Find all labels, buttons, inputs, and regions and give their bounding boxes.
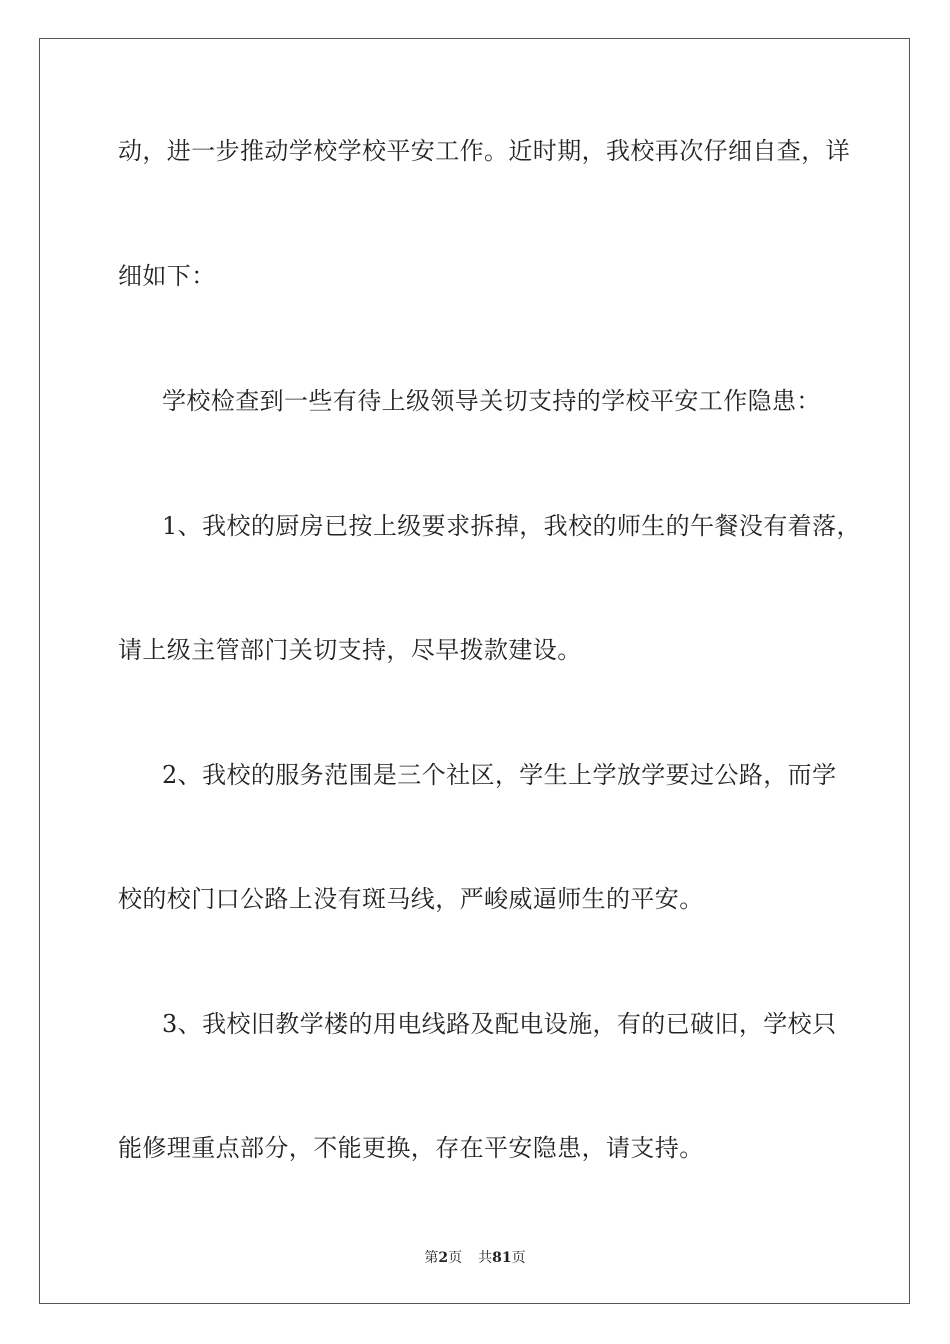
paragraph-line: 动，进一步推动学校学校平安工作。近时期，我校再次仔细自查，详: [118, 137, 850, 165]
page-number: 2: [438, 1250, 449, 1266]
paragraph-line: 能修理重点部分，不能更换，存在平安隐患，请支持。: [118, 1134, 704, 1162]
paragraph-line: 细如下：: [118, 262, 216, 290]
paragraph-line: 1、我校的厨房已按上级要求拆掉，我校的师生的午餐没有着落，: [162, 512, 861, 540]
total-prefix: 共: [478, 1250, 493, 1266]
paragraph-line: 学校检查到一些有待上级领导关切支持的学校平安工作隐患：: [162, 387, 821, 415]
page-footer: [0, 1249, 950, 1267]
paragraph-line: 3、我校旧教学楼的用电线路及配电设施，有的已破旧，学校只: [162, 1010, 837, 1038]
paragraph-line: 请上级主管部门关切支持，尽早拨款建设。: [118, 636, 582, 664]
paragraph-line: 2、我校的服务范围是三个社区，学生上学放学要过公路，而学: [162, 761, 837, 789]
paragraph-line: 校的校门口公路上没有斑马线，严峻威逼师生的平安。: [118, 885, 704, 913]
page-prefix: 第: [424, 1250, 439, 1266]
total-pages: 81: [492, 1250, 512, 1266]
total-suffix: 页: [511, 1250, 526, 1266]
page-suffix: 页: [448, 1250, 463, 1266]
page-border: [39, 38, 910, 1304]
